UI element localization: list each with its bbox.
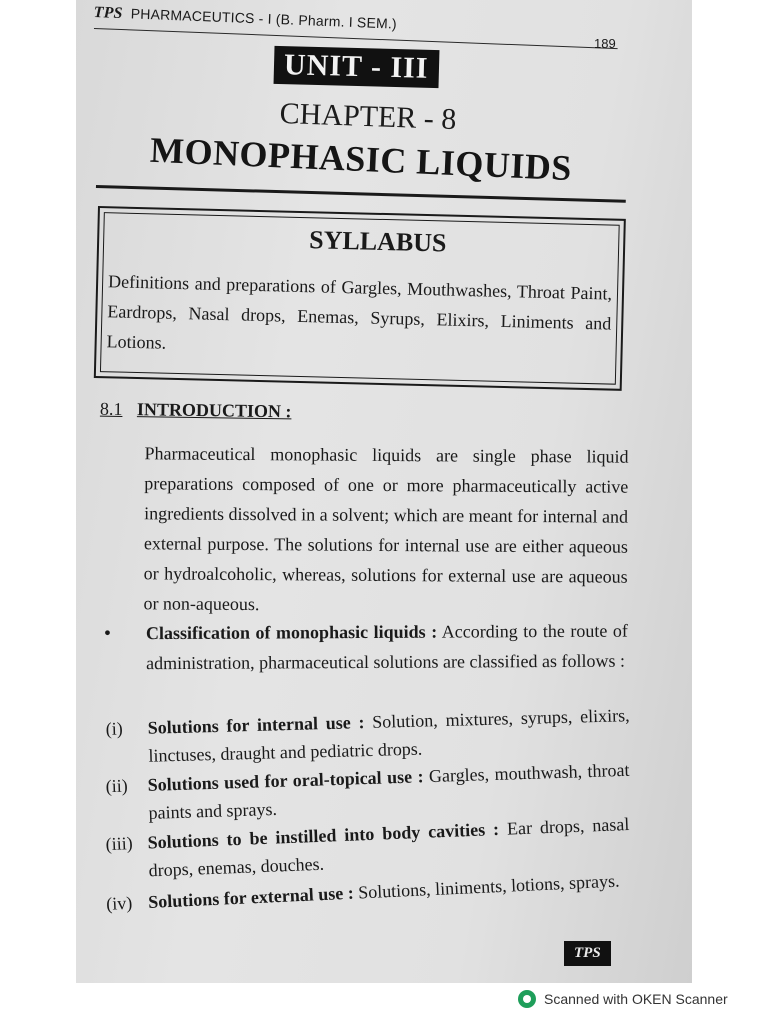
running-header: [93, 4, 633, 43]
list-numeral: (i): [105, 718, 123, 739]
syllabus-heading: SYLLABUS: [308, 225, 447, 258]
left-margin: [0, 0, 76, 983]
list-text: Solution, mixtures, syrups, elixirs, linctuses, draught and pediatric drops.: [148, 705, 630, 766]
syllabus-text: Definitions and preparations of Gargles, Mouthwashes, Throat Paint, Eardrops, Nasal drops, Enemas, Syrups, Elixirs, Liniments and Lotions.: [106, 271, 613, 353]
list-label: Solutions used for oral-topical use :: [147, 766, 424, 795]
tps-footer-badge: TPS: [564, 941, 611, 966]
classification-text: According to the route of administration, pharmaceutical solutions are classified as follows :: [146, 620, 628, 674]
list-label: Solutions for external use :: [147, 882, 355, 912]
classification-heading: Classification of monophasic liquids :: [145, 621, 438, 644]
publisher-logo: TPS: [93, 4, 124, 23]
list-label: Solutions for internal use :: [147, 712, 365, 738]
chapter-label: CHAPTER - 8: [279, 96, 457, 137]
list-label: Solutions to be instilled into body cavities :: [147, 818, 500, 853]
bullet-icon: •: [103, 622, 111, 645]
unit-badge: UNIT - III: [274, 46, 439, 88]
scanner-watermark: [518, 990, 728, 1008]
classification-bullet: [104, 616, 628, 679]
list-text: Gargles, mouthwash, throat paints and sprays.: [148, 759, 630, 823]
section-heading: [100, 399, 292, 423]
scanner-footer-text: Scanned with OKEN Scanner: [544, 991, 728, 1007]
oken-scanner-logo-icon: [518, 990, 536, 1008]
chapter-title: MONOPHASIC LIQUIDS: [149, 129, 573, 189]
syllabus-box: [94, 206, 626, 391]
list-numeral: (iii): [105, 833, 134, 855]
section-number: 8.1: [99, 398, 123, 419]
page-number: 189: [594, 36, 616, 51]
section-title: INTRODUCTION :: [136, 399, 292, 422]
right-margin: [692, 0, 768, 983]
classification-body: [146, 616, 628, 679]
book-page: [76, 0, 692, 983]
intro-paragraph: Pharmaceutical monophasic liquids are single phase liquid preparations composed of one or more pharmaceutically active ingredients dissolved in a solvent; which are meant for internal and external purpose. The solutions for internal use are either aqueous or hydroalcoholic, whereas, solutions for external use are aqueous or non-aqueous.: [143, 443, 629, 615]
list-text: Ear drops, nasal drops, enemas, douches.: [148, 813, 630, 881]
list-text: Solutions, liniments, lotions, sprays.: [357, 870, 620, 903]
list-numeral: (ii): [105, 775, 128, 797]
list-numeral: (iv): [105, 892, 133, 914]
running-title: PHARMACEUTICS - I (B. Pharm. I SEM.): [130, 5, 398, 32]
